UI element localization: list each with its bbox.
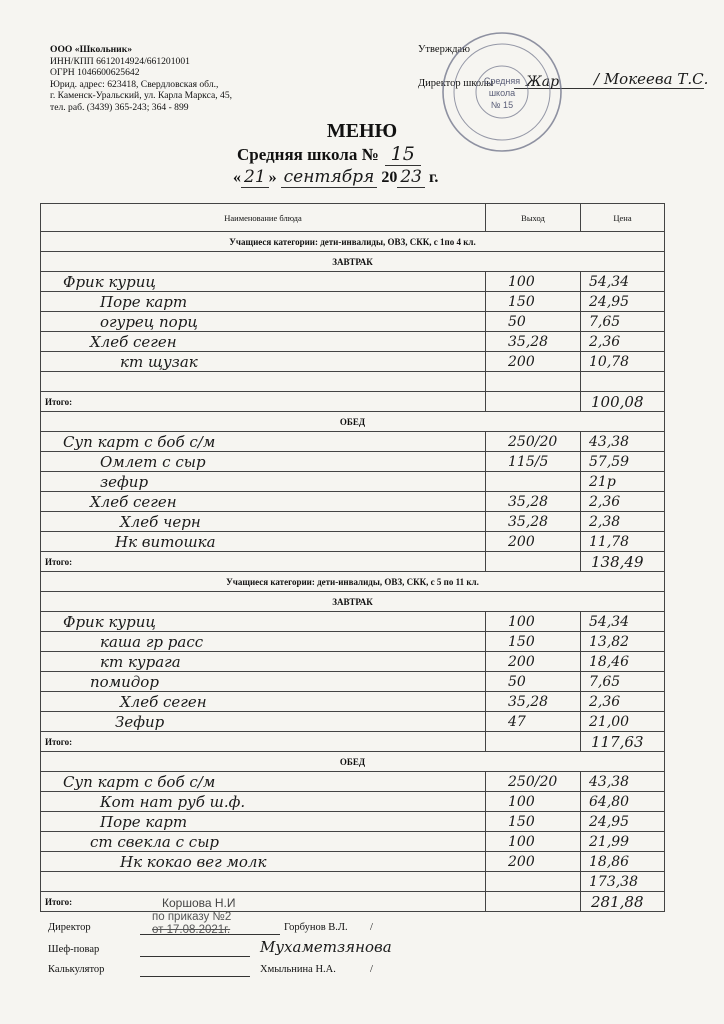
dish-output: 150 bbox=[508, 633, 535, 650]
total-label: Итого: bbox=[41, 732, 486, 752]
dish-name: кт щузак bbox=[120, 352, 198, 371]
table-row bbox=[41, 452, 665, 472]
dish-price-cell bbox=[581, 832, 665, 852]
dish-name: Зефир bbox=[115, 712, 165, 731]
dish-name: Фрик куриц bbox=[63, 272, 156, 291]
meal-breakfast-2 bbox=[41, 592, 665, 612]
dish-name-cell bbox=[41, 692, 486, 712]
dish-output: 200 bbox=[508, 653, 535, 670]
dish-name-cell bbox=[41, 652, 486, 672]
total-row bbox=[41, 732, 665, 752]
dish-price-cell bbox=[581, 292, 665, 312]
table-row bbox=[41, 872, 665, 892]
org-phone: тел. раб. (3439) 365-243; 364 - 899 bbox=[50, 101, 189, 113]
table-row bbox=[41, 612, 665, 632]
dish-price: 24,95 bbox=[589, 293, 630, 310]
date-month: сентября bbox=[281, 167, 378, 188]
meal-lunch-2 bbox=[41, 752, 665, 772]
dish-output-cell bbox=[486, 472, 581, 492]
table-row bbox=[41, 352, 665, 372]
dish-price: 7,65 bbox=[589, 673, 621, 690]
dish-name-cell bbox=[41, 852, 486, 872]
category-grades-1-4-label: Учащиеся категории: дети-инвалиды, ОВЗ, СКК, с 1по 4 кл. bbox=[41, 232, 665, 252]
chef-sign-line bbox=[140, 956, 250, 957]
dish-name: зефир bbox=[100, 472, 149, 491]
dish-output: 35,28 bbox=[508, 493, 549, 510]
total-label: Итого: bbox=[41, 392, 486, 412]
total-output-cell bbox=[486, 552, 581, 572]
dish-price: 43,38 bbox=[589, 773, 630, 790]
dish-price-cell bbox=[581, 492, 665, 512]
dish-output: 50 bbox=[508, 313, 526, 330]
dish-name-cell bbox=[41, 512, 486, 532]
dish-name-cell bbox=[41, 812, 486, 832]
dish-price-cell bbox=[581, 812, 665, 832]
table-row bbox=[41, 852, 665, 872]
dish-output: 200 bbox=[508, 853, 535, 870]
total-output-cell bbox=[486, 732, 581, 752]
table-row bbox=[41, 492, 665, 512]
director-sign-line bbox=[140, 934, 280, 935]
dish-price: 11,78 bbox=[589, 533, 630, 550]
dish-name-cell bbox=[41, 672, 486, 692]
table-row bbox=[41, 432, 665, 452]
dish-price-cell bbox=[581, 432, 665, 452]
dish-price-cell bbox=[581, 792, 665, 812]
org-ogrn: ОГРН 1046600625642 bbox=[50, 67, 140, 79]
table-row bbox=[41, 632, 665, 652]
meal-lunch-1-label: ОБЕД bbox=[41, 412, 665, 432]
dish-price-cell bbox=[581, 512, 665, 532]
dish-price-cell bbox=[581, 272, 665, 292]
dish-name: Хлеб сеген bbox=[90, 332, 177, 351]
table-row bbox=[41, 332, 665, 352]
category-grades-1-4 bbox=[41, 232, 665, 252]
date-year-suffix: 23 bbox=[397, 167, 425, 188]
dish-price: 54,34 bbox=[589, 273, 630, 290]
calc-slash: / bbox=[370, 964, 373, 975]
dish-output-cell bbox=[486, 332, 581, 352]
dish-output-cell bbox=[486, 292, 581, 312]
dish-output: 100 bbox=[508, 833, 535, 850]
dish-name-cell bbox=[41, 352, 486, 372]
dish-output: 35,28 bbox=[508, 333, 549, 350]
dish-price: 64,80 bbox=[589, 793, 630, 810]
dish-output-cell bbox=[486, 432, 581, 452]
meal-lunch-2-label: ОБЕД bbox=[41, 752, 665, 772]
dish-name: Нк кокао вег молк bbox=[120, 852, 267, 871]
dish-name-cell bbox=[41, 532, 486, 552]
calc-sign-label: Калькулятор bbox=[48, 964, 105, 975]
table-row bbox=[41, 512, 665, 532]
school-subtitle bbox=[237, 143, 421, 165]
director-slash: / bbox=[370, 922, 373, 933]
dish-price: 13,82 bbox=[589, 633, 630, 650]
calc-sign-name: Хмыльнина Н.А. bbox=[260, 964, 336, 975]
org-address-2: г. Каменск-Уральский, ул. Карла Маркса, 45, bbox=[50, 90, 233, 102]
dish-price: 2,36 bbox=[589, 333, 621, 350]
dish-output-cell bbox=[486, 832, 581, 852]
dish-output-cell bbox=[486, 692, 581, 712]
table-row bbox=[41, 772, 665, 792]
dish-output-cell bbox=[486, 632, 581, 652]
dish-name-cell bbox=[41, 452, 486, 472]
meal-breakfast-2-label: ЗАВТРАК bbox=[41, 592, 665, 612]
dish-output-cell bbox=[486, 352, 581, 372]
dish-output-cell bbox=[486, 852, 581, 872]
total-output-cell bbox=[486, 892, 581, 912]
dish-name: огурец порц bbox=[100, 312, 198, 331]
director-sign-name: Горбунов В.Л. bbox=[284, 922, 348, 933]
dish-name-cell bbox=[41, 832, 486, 852]
table-header-row bbox=[41, 204, 665, 232]
dish-output: 200 bbox=[508, 353, 535, 370]
table-row bbox=[41, 712, 665, 732]
table-row bbox=[41, 672, 665, 692]
total-price: 281,88 bbox=[591, 892, 644, 911]
dish-price: 2,38 bbox=[589, 513, 621, 530]
dish-price: 21р bbox=[589, 473, 616, 490]
dish-output-cell bbox=[486, 512, 581, 532]
dish-name: Хлеб черн bbox=[120, 512, 201, 531]
dish-output-cell bbox=[486, 312, 581, 332]
dish-price-cell bbox=[581, 372, 665, 392]
dish-price-cell bbox=[581, 772, 665, 792]
total-output-cell bbox=[486, 392, 581, 412]
table-row bbox=[41, 372, 665, 392]
menu-table bbox=[40, 203, 665, 912]
dish-name: Хлеб сеген bbox=[120, 692, 207, 711]
dish-price-cell bbox=[581, 452, 665, 472]
dish-name-cell bbox=[41, 312, 486, 332]
dish-price: 2,36 bbox=[589, 693, 621, 710]
approve-label: Утверждаю bbox=[418, 44, 470, 55]
dish-output: 150 bbox=[508, 813, 535, 830]
date-open-quote: « bbox=[233, 169, 241, 186]
dish-name: Кот нат руб ш.ф. bbox=[100, 792, 246, 811]
org-inn: ИНН/КПП 6612014924/661201001 bbox=[50, 55, 190, 67]
stamp-text-1: Средняя bbox=[483, 76, 521, 86]
dish-price: 21,99 bbox=[589, 833, 630, 850]
dish-name: Поре карт bbox=[100, 292, 188, 311]
dish-name: кт курага bbox=[100, 652, 181, 671]
dish-price: 18,86 bbox=[589, 853, 630, 870]
dish-output: 35,28 bbox=[508, 513, 549, 530]
dish-output: 47 bbox=[508, 713, 526, 730]
dish-output-cell bbox=[486, 712, 581, 732]
dish-price: 57,59 bbox=[589, 453, 630, 470]
dish-output-cell bbox=[486, 872, 581, 892]
total-price: 117,63 bbox=[591, 732, 644, 751]
order-note-line1: по приказу №2 bbox=[152, 911, 232, 923]
dish-name-cell bbox=[41, 612, 486, 632]
dish-price-cell bbox=[581, 872, 665, 892]
dish-price-cell bbox=[581, 692, 665, 712]
dish-name: Суп карт с боб с/м bbox=[63, 432, 216, 451]
director-sign-label: Директор bbox=[48, 922, 91, 933]
dish-price-cell bbox=[581, 652, 665, 672]
table-row bbox=[41, 832, 665, 852]
korshova-note: Коршова Н.И bbox=[162, 896, 236, 910]
dish-name: Хлеб сеген bbox=[90, 492, 177, 511]
dish-name-cell bbox=[41, 372, 486, 392]
table-row bbox=[41, 692, 665, 712]
dish-price-cell bbox=[581, 852, 665, 872]
total-price-cell bbox=[581, 552, 665, 572]
dish-output: 250/20 bbox=[508, 773, 558, 790]
header-price: Цена bbox=[581, 204, 665, 232]
dish-output-cell bbox=[486, 272, 581, 292]
order-note-line2: от 17.08.2021г. bbox=[152, 924, 231, 936]
dish-price-cell bbox=[581, 612, 665, 632]
meal-lunch-1 bbox=[41, 412, 665, 432]
meal-breakfast-1-label: ЗАВТРАК bbox=[41, 252, 665, 272]
dish-price-cell bbox=[581, 472, 665, 492]
director-name-handwritten: / Мокеева Т.С. bbox=[594, 70, 709, 88]
dish-name: Суп карт с боб с/м bbox=[63, 772, 216, 791]
dish-output: 100 bbox=[508, 613, 535, 630]
total-price: 100,08 bbox=[591, 392, 644, 411]
total-row bbox=[41, 552, 665, 572]
total-price: 138,49 bbox=[591, 552, 644, 571]
table-row bbox=[41, 652, 665, 672]
dish-output: 35,28 bbox=[508, 693, 549, 710]
total-row bbox=[41, 392, 665, 412]
dish-price: 24,95 bbox=[589, 813, 630, 830]
chef-sign-label: Шеф-повар bbox=[48, 944, 100, 955]
dish-name: Фрик куриц bbox=[63, 612, 156, 631]
dish-price-cell bbox=[581, 332, 665, 352]
dish-output-cell bbox=[486, 372, 581, 392]
header-dish-name: Наименование блюда bbox=[41, 204, 486, 232]
total-label: Итого: bbox=[41, 892, 486, 912]
director-signature: Жар bbox=[526, 74, 560, 90]
dish-name-cell bbox=[41, 872, 486, 892]
dish-name: ст свекла с сыр bbox=[90, 832, 220, 851]
dish-output-cell bbox=[486, 792, 581, 812]
date-year-prefix: 20 bbox=[381, 169, 398, 186]
dish-price: 173,38 bbox=[589, 873, 638, 890]
dish-output: 100 bbox=[508, 793, 535, 810]
dish-name-cell bbox=[41, 492, 486, 512]
dish-name-cell bbox=[41, 632, 486, 652]
date-day: 21 bbox=[241, 167, 269, 188]
dish-name-cell bbox=[41, 332, 486, 352]
table-row bbox=[41, 292, 665, 312]
dish-price: 7,65 bbox=[589, 313, 621, 330]
total-price-cell bbox=[581, 732, 665, 752]
page-title: МЕНЮ bbox=[326, 120, 398, 142]
category-grades-5-11-label: Учащиеся категории: дети-инвалиды, ОВЗ, СКК, с 5 по 11 кл. bbox=[41, 572, 665, 592]
dish-output-cell bbox=[486, 652, 581, 672]
dish-name: каша гр расс bbox=[100, 632, 204, 651]
dish-price: 10,78 bbox=[589, 353, 630, 370]
director-school-label: Директор школы bbox=[418, 78, 494, 89]
dish-name: Нк витошка bbox=[115, 532, 216, 551]
dish-output-cell bbox=[486, 452, 581, 472]
dish-price: 21,00 bbox=[589, 713, 630, 730]
total-label: Итого: bbox=[41, 552, 486, 572]
table-row bbox=[41, 532, 665, 552]
dish-price-cell bbox=[581, 672, 665, 692]
school-number: 15 bbox=[385, 143, 421, 166]
dish-output-cell bbox=[486, 672, 581, 692]
chef-sign-name: Мухаметзянова bbox=[260, 938, 392, 956]
menu-table-body bbox=[41, 232, 665, 912]
dish-name-cell bbox=[41, 712, 486, 732]
dish-price-cell bbox=[581, 352, 665, 372]
dish-price: 18,46 bbox=[589, 653, 630, 670]
dish-output: 50 bbox=[508, 673, 526, 690]
stamp-text-3: № 15 bbox=[490, 100, 514, 110]
table-row bbox=[41, 472, 665, 492]
dish-output-cell bbox=[486, 492, 581, 512]
dish-name-cell bbox=[41, 772, 486, 792]
dish-output-cell bbox=[486, 532, 581, 552]
dish-name-cell bbox=[41, 292, 486, 312]
date-year-end: г. bbox=[428, 169, 439, 186]
dish-output: 115/5 bbox=[508, 453, 549, 470]
dish-name-cell bbox=[41, 792, 486, 812]
date-close-quote: » bbox=[268, 169, 277, 186]
dish-output: 250/20 bbox=[508, 433, 558, 450]
organization-info bbox=[50, 44, 232, 114]
dish-name: помидор bbox=[90, 672, 159, 691]
total-row bbox=[41, 892, 665, 912]
dish-output-cell bbox=[486, 612, 581, 632]
header-output: Выход bbox=[486, 204, 581, 232]
dish-price-cell bbox=[581, 712, 665, 732]
dish-output: 200 bbox=[508, 533, 535, 550]
org-address-1: Юрид. адрес: 623418, Свердловская обл., bbox=[50, 78, 219, 90]
dish-price: 43,38 bbox=[589, 433, 630, 450]
total-price-cell bbox=[581, 892, 665, 912]
menu-date bbox=[233, 167, 438, 187]
meal-breakfast-1 bbox=[41, 252, 665, 272]
dish-name: Омлет с сыр bbox=[100, 452, 206, 471]
dish-price-cell bbox=[581, 312, 665, 332]
table-row bbox=[41, 792, 665, 812]
dish-price-cell bbox=[581, 632, 665, 652]
table-row bbox=[41, 812, 665, 832]
stamp-text-2: школа bbox=[488, 88, 516, 98]
dish-output-cell bbox=[486, 772, 581, 792]
dish-price: 54,34 bbox=[589, 613, 630, 630]
total-price-cell bbox=[581, 392, 665, 412]
dish-name-cell bbox=[41, 272, 486, 292]
dish-name-cell bbox=[41, 472, 486, 492]
dish-name-cell bbox=[41, 432, 486, 452]
school-label: Средняя школа № bbox=[237, 145, 379, 164]
category-grades-5-11 bbox=[41, 572, 665, 592]
dish-name: Поре карт bbox=[100, 812, 188, 831]
dish-output: 150 bbox=[508, 293, 535, 310]
table-row bbox=[41, 312, 665, 332]
dish-price: 2,36 bbox=[589, 493, 621, 510]
org-name: ООО «Школьник» bbox=[50, 44, 133, 55]
dish-price-cell bbox=[581, 532, 665, 552]
table-row bbox=[41, 272, 665, 292]
dish-output-cell bbox=[486, 812, 581, 832]
dish-output: 100 bbox=[508, 273, 535, 290]
calc-sign-line bbox=[140, 976, 250, 977]
